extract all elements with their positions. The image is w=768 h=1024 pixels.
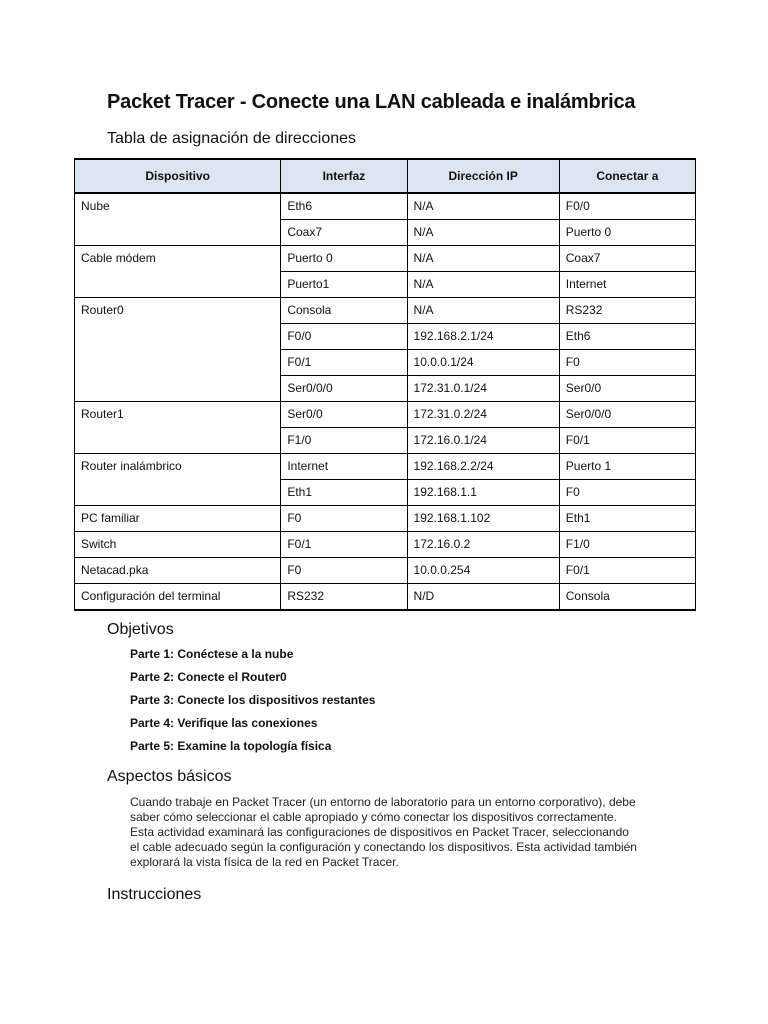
interface-cell: Puerto 0 xyxy=(281,246,407,272)
connect-to-cell: Ser0/0 xyxy=(559,376,695,402)
table-row xyxy=(75,246,696,272)
table-row xyxy=(75,454,696,480)
background-paragraph xyxy=(130,795,670,870)
background-line: explorará la vista física de la red en Packet Tracer. xyxy=(130,855,399,869)
background-line: Cuando trabaje en Packet Tracer (un entorno de laboratorio para un entorno corporativo), debe xyxy=(130,795,636,809)
device-name-cell: Switch xyxy=(75,532,281,558)
address-table xyxy=(74,158,696,611)
device-name-cell: PC familiar xyxy=(75,506,281,532)
ip-address-cell: 192.168.1.1 xyxy=(407,480,559,506)
objective-item: Parte 4: Verifique las conexiones xyxy=(130,716,318,730)
interface-cell: Internet xyxy=(281,454,407,480)
interface-cell: Eth6 xyxy=(281,193,407,220)
document-title: Packet Tracer - Conecte una LAN cableada e inalámbrica xyxy=(107,91,636,113)
instructions-title: Instrucciones xyxy=(107,886,202,903)
interface-cell: Puerto1 xyxy=(281,272,407,298)
connect-to-cell: Ser0/0/0 xyxy=(559,402,695,428)
device-name-cell: Configuración del terminal xyxy=(75,584,281,611)
device-name-cell: Netacad.pka xyxy=(75,558,281,584)
ip-address-cell: 10.0.0.1/24 xyxy=(407,350,559,376)
header-connect-to: Conectar a xyxy=(559,159,695,193)
ip-address-cell: N/A xyxy=(407,272,559,298)
device-name-cell: Cable módem xyxy=(75,246,281,298)
interface-cell: F0/1 xyxy=(281,350,407,376)
objective-item: Parte 5: Examine la topología física xyxy=(130,739,332,753)
device-name-cell: Router inalámbrico xyxy=(75,454,281,506)
objective-item: Parte 2: Conecte el Router0 xyxy=(130,670,287,684)
table-row xyxy=(75,584,696,611)
connect-to-cell: Eth1 xyxy=(559,506,695,532)
connect-to-cell: Coax7 xyxy=(559,246,695,272)
interface-cell: Ser0/0 xyxy=(281,402,407,428)
device-name-cell: Router0 xyxy=(75,298,281,402)
table-row xyxy=(75,558,696,584)
interface-cell: Eth1 xyxy=(281,480,407,506)
interface-cell: F0 xyxy=(281,558,407,584)
ip-address-cell: 192.168.1.102 xyxy=(407,506,559,532)
connect-to-cell: F0 xyxy=(559,480,695,506)
ip-address-cell: 172.31.0.1/24 xyxy=(407,376,559,402)
address-table-title: Tabla de asignación de direcciones xyxy=(107,130,357,147)
table-row xyxy=(75,298,696,324)
ip-address-cell: 172.16.0.1/24 xyxy=(407,428,559,454)
table-row xyxy=(75,506,696,532)
table-row xyxy=(75,402,696,428)
interface-cell: F1/0 xyxy=(281,428,407,454)
ip-address-cell: N/D xyxy=(407,584,559,611)
connect-to-cell: F0 xyxy=(559,350,695,376)
background-line: saber cómo seleccionar el cable apropiado y cómo conectar los dispositivos correctamente. xyxy=(130,810,617,824)
connect-to-cell: F0/1 xyxy=(559,428,695,454)
ip-address-cell: 10.0.0.254 xyxy=(407,558,559,584)
connect-to-cell: F0/0 xyxy=(559,193,695,220)
background-title: Aspectos básicos xyxy=(107,768,232,785)
connect-to-cell: F0/1 xyxy=(559,558,695,584)
ip-address-cell: N/A xyxy=(407,298,559,324)
connect-to-cell: RS232 xyxy=(559,298,695,324)
header-ip-address: Dirección IP xyxy=(407,159,559,193)
ip-address-cell: N/A xyxy=(407,220,559,246)
header-interface: Interfaz xyxy=(281,159,407,193)
ip-address-cell: 172.16.0.2 xyxy=(407,532,559,558)
header-device: Dispositivo xyxy=(75,159,281,193)
table-header-row xyxy=(75,159,696,193)
interface-cell: RS232 xyxy=(281,584,407,611)
interface-cell: Coax7 xyxy=(281,220,407,246)
address-table-body xyxy=(75,193,696,610)
connect-to-cell: Internet xyxy=(559,272,695,298)
objectives-title: Objetivos xyxy=(107,621,174,638)
ip-address-cell: 172.31.0.2/24 xyxy=(407,402,559,428)
device-name-cell: Nube xyxy=(75,193,281,246)
background-line: Esta actividad examinará las configuraciones de dispositivos en Packet Tracer, seleccionando xyxy=(130,825,629,839)
objective-item: Parte 3: Conecte los dispositivos restantes xyxy=(130,693,376,707)
ip-address-cell: 192.168.2.2/24 xyxy=(407,454,559,480)
interface-cell: F0/1 xyxy=(281,532,407,558)
table-row xyxy=(75,193,696,220)
connect-to-cell: Consola xyxy=(559,584,695,611)
interface-cell: Ser0/0/0 xyxy=(281,376,407,402)
ip-address-cell: N/A xyxy=(407,193,559,220)
interface-cell: F0 xyxy=(281,506,407,532)
background-line: el cable adecuado según la configuración y conectando los dispositivos. Esta actividad también xyxy=(130,840,637,854)
ip-address-cell: N/A xyxy=(407,246,559,272)
connect-to-cell: F1/0 xyxy=(559,532,695,558)
table-row xyxy=(75,532,696,558)
connect-to-cell: Puerto 0 xyxy=(559,220,695,246)
interface-cell: Consola xyxy=(281,298,407,324)
ip-address-cell: 192.168.2.1/24 xyxy=(407,324,559,350)
connect-to-cell: Eth6 xyxy=(559,324,695,350)
device-name-cell: Router1 xyxy=(75,402,281,454)
objective-item: Parte 1: Conéctese a la nube xyxy=(130,647,294,661)
connect-to-cell: Puerto 1 xyxy=(559,454,695,480)
objectives-list xyxy=(130,646,375,761)
interface-cell: F0/0 xyxy=(281,324,407,350)
